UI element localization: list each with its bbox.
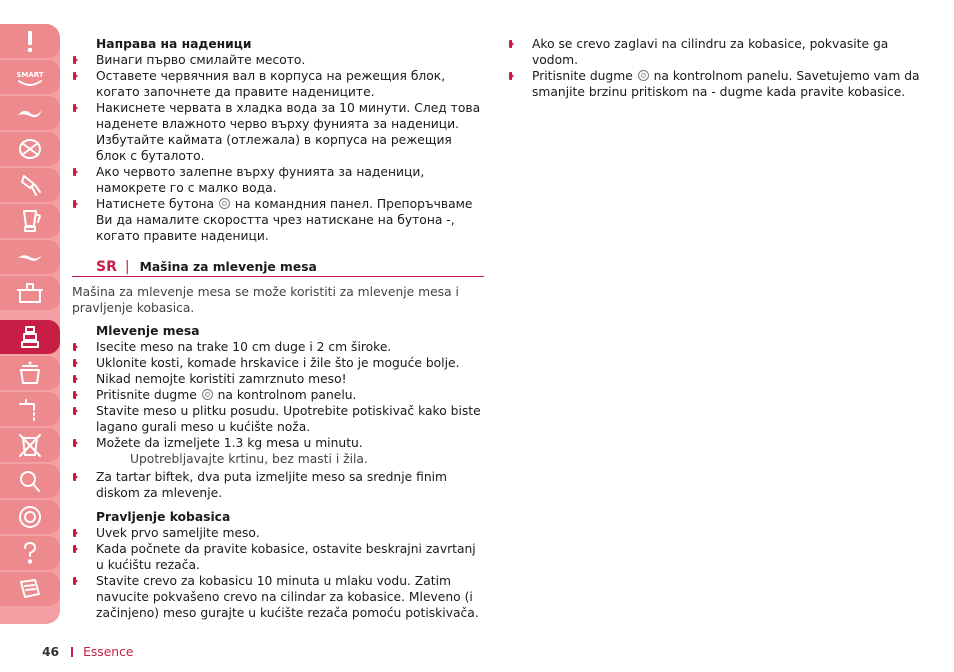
tap-icon	[16, 396, 44, 422]
page-footer	[42, 645, 133, 659]
sidebar-tab-food-processor[interactable]	[0, 276, 60, 310]
language-code: SR	[96, 259, 117, 275]
jug-icon	[16, 208, 44, 234]
section-title: Mašina za mlevenje mesa	[139, 260, 317, 274]
list-item-text: na kontrolnom panelu. Savetujemo vam da smanjite brzinu pritiskom na - dugme kada pravite kobasice.	[532, 69, 920, 99]
disposal-icon	[16, 432, 44, 458]
sidebar-tab-blade[interactable]	[0, 96, 60, 130]
magnifier-icon	[16, 468, 44, 494]
list-item: Uvek prvo sameljite meso.	[72, 525, 484, 541]
left-column	[72, 36, 484, 621]
list-item: Ако червото залепне върху фунията за наденици, намокрете го с малко вода.	[72, 164, 484, 196]
list-item-text: Натиснете бутона	[96, 197, 215, 211]
bg-sausage-heading: Направа на наденици	[96, 37, 252, 51]
button-symbol-icon	[638, 70, 649, 81]
sausage-heading: Pravljenje kobasica	[96, 510, 231, 524]
sidebar-nav	[0, 24, 60, 624]
kneading-hook-icon	[16, 244, 44, 270]
right-column	[508, 36, 928, 100]
mincing-list-2	[72, 469, 484, 501]
meat-mincer-icon	[16, 324, 44, 350]
sidebar-tab-storage[interactable]	[0, 356, 60, 390]
list-item: Stavite crevo za kobasicu 10 minuta u mlaku vodu. Zatim navucite pokvašeno crevo na cilindar za kobasice. Mleveno (i začinjeno) meso gurajte u kućište rezača pomoću potiskivača.	[72, 573, 484, 621]
section-intro: Mašina za mlevenje mesa se može koristiti za mlevenje mesa i pravljenje kobasica.	[72, 285, 459, 315]
sidebar-tab-disposal[interactable]	[0, 428, 60, 462]
list-item	[72, 196, 484, 244]
guarantee-icon	[16, 504, 44, 530]
sidebar-tab-faq[interactable]	[0, 536, 60, 570]
sidebar-tab-recipes[interactable]	[0, 572, 60, 606]
list-item: Винаги първо смилайте месото.	[72, 52, 484, 68]
button-symbol-icon	[219, 198, 230, 209]
recipe-icon	[16, 576, 44, 602]
list-item: Isecite meso na trake 10 cm duge i 2 cm široke.	[72, 339, 484, 355]
exclamation-icon	[16, 28, 44, 54]
button-symbol-icon	[202, 389, 213, 400]
sausage-list	[72, 525, 484, 621]
brand-name: Essence	[83, 645, 134, 659]
list-item: Оставете червячния вал в корпуса на режещия блок, когато започнете да правите надениците.	[72, 68, 484, 100]
list-item: Nikad nemojte koristiti zamrznuto meso!	[72, 371, 484, 387]
whisk-icon	[16, 136, 44, 162]
list-item: Stavite meso u plitku posudu. Upotrebite potiskivač kako biste lagano gurali meso u kućište noža.	[72, 403, 484, 435]
bg-sausage-list	[72, 52, 484, 244]
mincing-heading: Mlevenje mesa	[96, 324, 200, 338]
food-processor-icon	[16, 280, 44, 306]
list-item: Накиснете червата в хладка вода за 10 минути. След това наденете влажното черво върху фунията за наденици. Избутайте каймата (отлежала) в корпуса на режещия блок с буталото.	[72, 100, 484, 164]
sidebar-tab-kneading[interactable]	[0, 240, 60, 274]
footer-divider	[71, 647, 73, 657]
sidebar-tab-mixer[interactable]	[0, 168, 60, 202]
sr-section-header	[72, 259, 484, 277]
sidebar-tab-jug[interactable]	[0, 204, 60, 238]
list-item-text: на командния панел. Препоръчваме Ви да намалите скоростта чрез натискане на бутона -, когато правите наденици.	[96, 197, 473, 243]
list-item: Za tartar biftek, dva puta izmeljite meso sa srednje finim diskom za mlevenje.	[72, 469, 484, 501]
sausage-list-continued	[508, 36, 928, 100]
language-separator: |	[124, 259, 130, 275]
sidebar-tab-troubleshooting[interactable]	[0, 464, 60, 498]
list-item: Ako se crevo zaglavi na cilindru za kobasice, pokvasite ga vodom.	[508, 36, 928, 68]
list-item: Uklonite kosti, komade hrskavice i žile što je moguće bolje.	[72, 355, 484, 371]
storage-icon	[16, 360, 44, 386]
mincing-list	[72, 339, 484, 451]
blade-icon	[16, 100, 44, 126]
question-icon	[16, 540, 44, 566]
list-item	[508, 68, 928, 100]
page-number: 46	[42, 645, 60, 659]
sidebar-tab-smart[interactable]	[0, 60, 60, 94]
list-item-text: Pritisnite dugme	[96, 388, 197, 402]
list-item	[72, 387, 484, 403]
sidebar-tab-cleaning[interactable]	[0, 392, 60, 426]
list-item: Možete da izmeljete 1.3 kg mesa u minutu.	[72, 435, 484, 451]
tip-note: Upotrebljavajte krtinu, bez masti i žila.	[130, 452, 368, 466]
smart-logo-text: SMART	[16, 71, 44, 79]
list-item: Kada počnete da pravite kobasice, ostavite beskrajni zavrtanj u kućištu rezača.	[72, 541, 484, 573]
sidebar-tab-guarantee[interactable]	[0, 500, 60, 534]
list-item-text: Pritisnite dugme	[532, 69, 633, 83]
smart-logo-icon	[16, 64, 44, 90]
sidebar-tab-warnings[interactable]	[0, 24, 60, 58]
mixer-icon	[16, 172, 44, 198]
sidebar-tab-meat-mincer[interactable]	[0, 320, 60, 354]
sidebar-tab-whisk[interactable]	[0, 132, 60, 166]
list-item-text: na kontrolnom panelu.	[217, 388, 357, 402]
